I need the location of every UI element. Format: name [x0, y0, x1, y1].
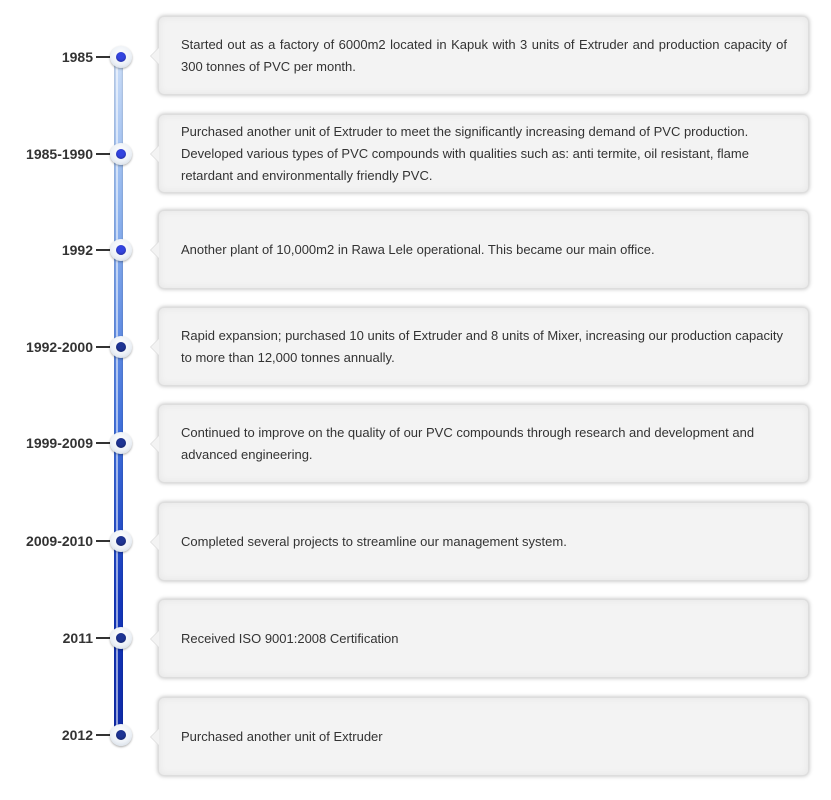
timeline-connector	[96, 540, 110, 542]
timeline-dot	[116, 438, 126, 448]
timeline-card	[158, 697, 809, 776]
timeline-year: 2011	[62, 630, 93, 646]
card-pointer	[150, 145, 159, 163]
timeline-node-icon	[110, 239, 132, 261]
timeline-card	[158, 599, 809, 678]
timeline-year: 2012	[61, 727, 93, 743]
timeline-description: Received ISO 9001:2008 Certification	[181, 630, 399, 646]
timeline-connector	[96, 153, 110, 155]
timeline-year: 2009-2010	[26, 533, 93, 549]
timeline-card	[158, 502, 809, 581]
timeline-card	[158, 404, 809, 483]
card-pointer	[150, 241, 159, 259]
timeline-node-icon	[110, 432, 132, 454]
timeline-node-icon	[110, 336, 132, 358]
timeline-description: Rapid expansion; purchased 10 units of Extruder and 8 units of Mixer, increasing our production capacity to more than 12,000 tonnes annually.	[181, 327, 783, 365]
timeline-year: 1985	[61, 49, 93, 65]
timeline-card	[158, 307, 809, 386]
card-pointer	[150, 533, 159, 551]
timeline-node-icon	[110, 627, 132, 649]
timeline-dot	[116, 52, 126, 62]
timeline-connector	[96, 637, 110, 639]
timeline-description: Another plant of 10,000m2 in Rawa Lele operational. This became our main office.	[181, 241, 655, 257]
timeline-connector	[96, 249, 110, 251]
timeline-description: Completed several projects to streamline our management system.	[181, 533, 567, 549]
timeline-connector	[96, 442, 110, 444]
timeline-year: 1985-1990	[26, 146, 93, 162]
timeline-dot	[116, 730, 126, 740]
timeline-description: Started out as a factory of 6000m2 located in Kapuk with 3 units of Extruder and production capacity of 300 tonnes of PVC per month.	[181, 36, 787, 74]
timeline-card	[158, 210, 809, 289]
timeline-connector	[96, 734, 110, 736]
card-pointer	[150, 728, 159, 746]
timeline-dot	[116, 342, 126, 352]
card-pointer	[150, 47, 159, 65]
card-pointer	[150, 435, 159, 453]
timeline-dot	[116, 149, 126, 159]
timeline-dot	[116, 633, 126, 643]
card-pointer	[150, 630, 159, 648]
timeline-connector	[96, 346, 110, 348]
timeline-year: 1999-2009	[26, 435, 93, 451]
timeline-node-icon	[110, 143, 132, 165]
timeline-description: Continued to improve on the quality of our PVC compounds through research and development and advanced engineering.	[181, 424, 755, 462]
timeline-description: Purchased another unit of Extruder	[181, 728, 383, 744]
timeline-description: Purchased another unit of Extruder to meet the significantly increasing demand of PVC production. Developed various types of PVC compounds with qualities such as: anti termite, oil resistant, flame retardant and environmentally friendly PVC.	[181, 123, 749, 183]
timeline-connector	[96, 56, 110, 58]
timeline-card	[158, 114, 809, 193]
timeline-year: 1992-2000	[26, 339, 93, 355]
timeline-dot	[116, 536, 126, 546]
timeline-node-icon	[110, 530, 132, 552]
timeline-dot	[116, 245, 126, 255]
timeline-year: 1992	[61, 242, 93, 258]
card-pointer	[150, 338, 159, 356]
timeline-node-icon	[110, 46, 132, 68]
timeline-card	[158, 16, 809, 95]
timeline-node-icon	[110, 724, 132, 746]
